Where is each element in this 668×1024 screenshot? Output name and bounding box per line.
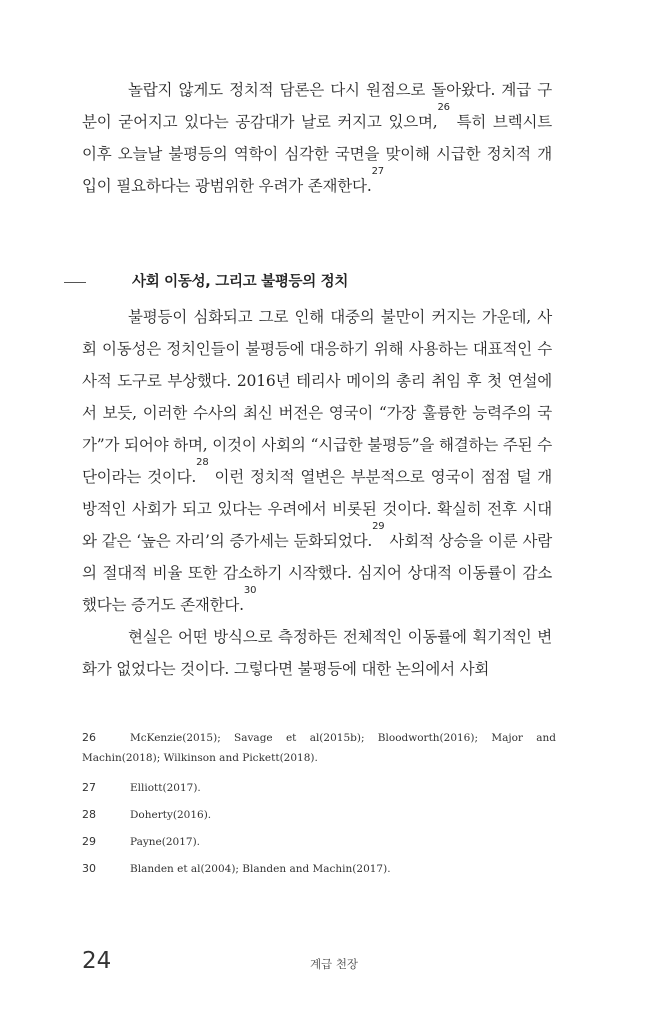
footnote-text: McKenzie(2015); Savage et al(2015b); Bloodworth(2016); Major and Machin(2018); Wilkinson and Pickett(2018). [82,732,556,764]
footnote-text: Elliott(2017). [130,782,201,794]
body-p1-part-a: 불평등이 심화되고 그로 인해 대중의 불만이 커지는 가운데, 사회 이동성은 정치인들이 불평등에 대응하기 위해 사용하는 대표적인 수사적 도구로 부상했다. 2016년 테리사 메이의 총리 취임 후 첫 연설에서 보듯, 이러한 수사의 최신 버전은 영국이 “가장 훌륭한 능력주의 국가”가 되어야 하며, 이것이 사회의 “시급한 불평등”을 해결하는 주된 수단이라는 것이다. [82,308,552,486]
running-head: 계급 천장 [309,957,359,971]
body-text-block [82,301,552,685]
intro-text-part2: 특히 브렉시트 이후 오늘날 불평등의 역학이 심각한 국면을 맞이해 시급한 정치적 개입이 필요하다는 광범위한 우려가 존재한다. [82,113,552,195]
body-p1-part-c: 사회적 상승을 이룬 사람의 절대적 비율 또한 감소하기 시작했다. 심지어 상대적 이동률이 감소했다는 증거도 존재한다. [82,532,552,614]
footnote-30 [82,859,556,879]
footnote-28 [82,805,556,825]
footnote-number: 26 [82,731,96,744]
footnote-ref-30[interactable]: 30 [243,585,257,596]
footnote-26 [82,728,556,768]
intro-paragraph-block [82,74,552,202]
footnote-ref-29[interactable]: 29 [372,521,385,532]
footnote-ref-28[interactable]: 28 [196,457,209,468]
footnote-text: Doherty(2016). [130,809,212,821]
footnote-text: Payne(2017). [130,836,201,848]
footnote-number: 29 [82,835,96,848]
footnote-ref-27[interactable]: 27 [371,166,384,177]
section-heading: 사회 이동성, 그리고 불평등의 정치 [132,274,349,290]
footnote-27 [82,778,556,798]
footnote-number: 30 [82,862,96,875]
footnote-number: 28 [82,808,96,821]
footnote-29 [82,832,556,852]
intro-paragraph [82,74,552,202]
page-number: 24 [82,948,112,974]
intro-text-part1: 놀랍지 않게도 정치적 담론은 다시 원점으로 돌아왔다. 계급 구분이 굳어지고 있다는 공감대가 날로 커지고 있으며, [82,81,552,131]
footnote-number: 27 [82,781,96,794]
body-p1-part-b: 이런 정치적 열변은 부분적으로 영국이 점점 덜 개방적인 사회가 되고 있다는 우려에서 비롯된 것이다. 확실히 전후 시대와 같은 ‘높은 자리’의 증가세는 둔화되었다. [82,468,552,550]
footnote-text: Blanden et al(2004); Blanden and Machin(2017). [130,863,391,875]
footnote-ref-26[interactable]: 26 [437,102,450,113]
section-rule [64,282,86,283]
body-paragraph-2: 현실은 어떤 방식으로 측정하든 전체적인 이동률에 획기적인 변화가 없었다는 것이다. 그렇다면 불평등에 대한 논의에서 사회 [82,628,552,678]
body-paragraph-1 [82,301,552,621]
